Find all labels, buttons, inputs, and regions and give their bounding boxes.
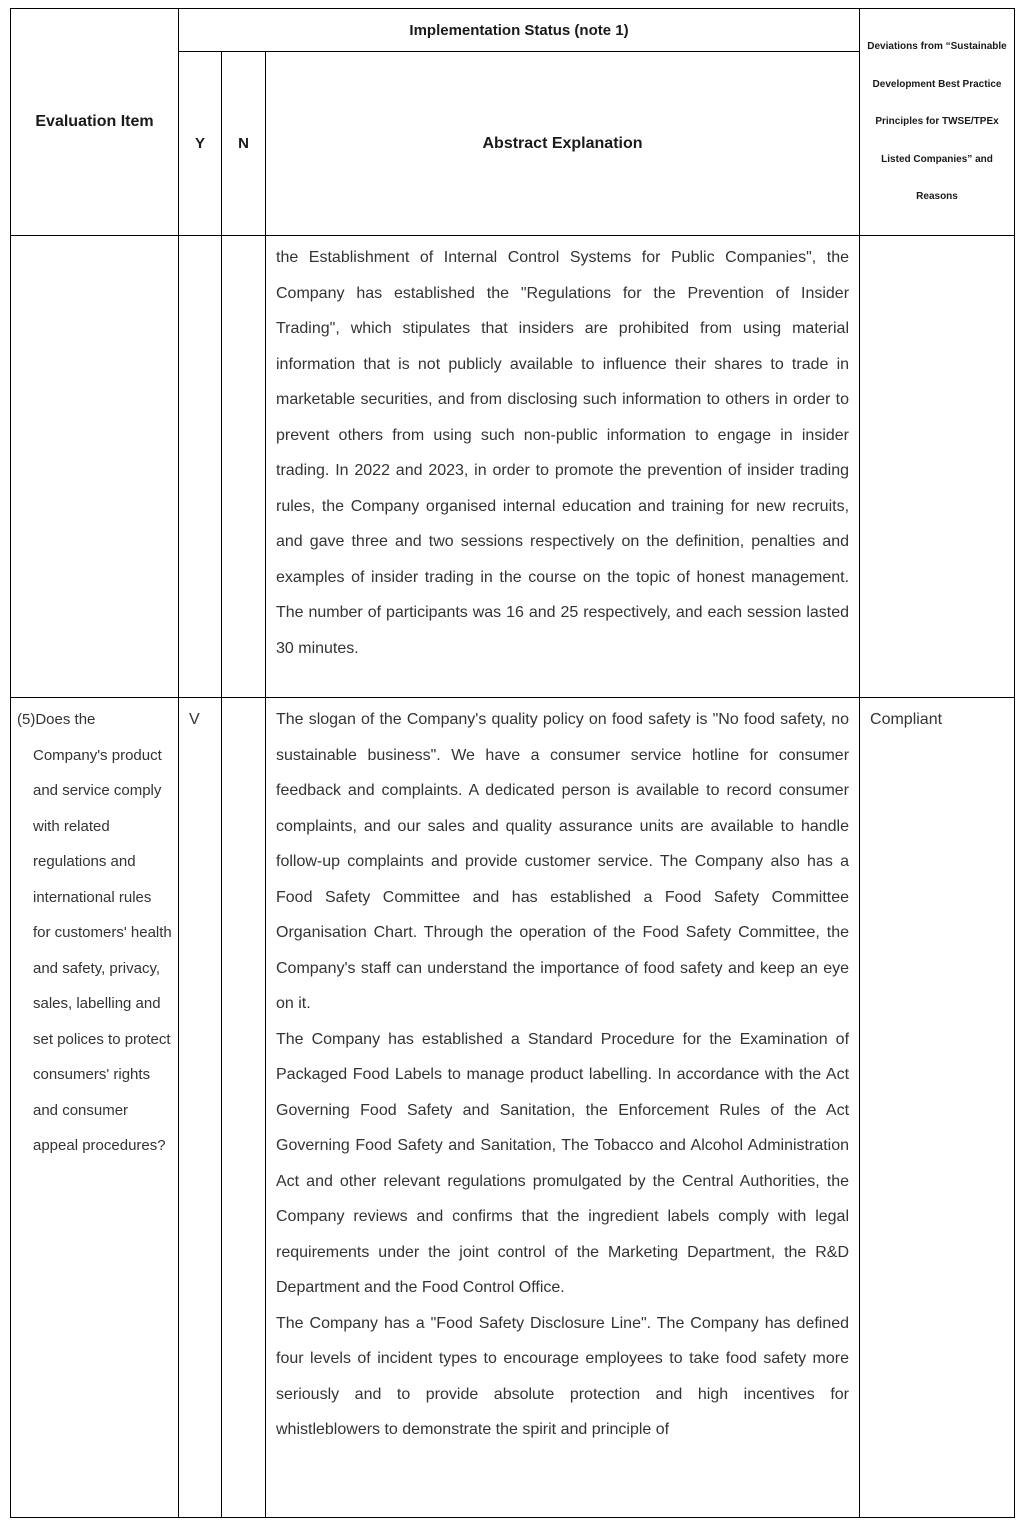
y-header: Y [179,52,222,236]
explanation-cell [266,236,860,698]
table-row [11,236,1015,698]
header-row-1 [11,9,1015,52]
n-mark-cell [222,236,266,698]
evaluation-item-cell [11,698,179,1518]
deviation-cell [860,236,1015,698]
n-mark-cell [222,698,266,1518]
y-mark-cell [179,236,222,698]
explanation-cell [266,698,860,1518]
item-number: (5) [17,711,36,728]
implementation-status-header: Implementation Status (note 1) [179,9,860,52]
explanation-paragraph: The Company has established a Standard Procedure for the Examination of Packaged Food Labels to manage product labelling. In accordance with the Act Governing Food Safety and Sanitation, the Enforcement Rules of the Act Governing Food Safety and Sanitation, The Tobacco and Alcohol Administration Act and other relevant regulations promulgated by the Central Authorities, the Company reviews and confirms that the ingredient labels comply with legal requirements under the joint control of the Marketing Department, the R&D Department and the Food Control Office. [276,1030,850,1296]
evaluation-table [10,8,1015,1518]
deviation-cell: Compliant [860,698,1015,1518]
cg-evaluation-table-page [10,8,1014,1518]
abstract-explanation-header: Abstract Explanation [266,52,860,236]
evaluation-item-header: Evaluation Item [11,9,179,236]
y-mark-cell: V [179,698,222,1518]
evaluation-item-cell [11,236,179,698]
table-row [11,698,1015,1518]
explanation-paragraph: The Company has a "Food Safety Disclosure Line". The Company has defined four levels of incident types to encourage employees to take food safety more seriously and to provide absolute protection and high incentives for whistleblowers to demonstrate the spirit and principle of [276,1314,850,1438]
explanation-paragraph: the Establishment of Internal Control Systems for Public Companies", the Company has established the "Regulations for the Prevention of Insider Trading", which stipulates that insiders are prohibited from using material information that is not publicly available to influence their shares to trade in marketable securities, and from disclosing such information to others in order to prevent others from using such non-public information to engage in insider trading. In 2022 and 2023, in order to promote the prevention of insider trading rules, the Company organised internal education and training for new recruits, and gave three and two sessions respectively on the definition, penalties and examples of insider trading in the course on the topic of honest management. The number of participants was 16 and 25 respectively, and each session lasted 30 minutes. [276,249,850,657]
explanation-paragraph: The slogan of the Company's quality policy on food safety is "No food safety, no sustainable business". We have a consumer service hotline for consumer feedback and complaints. A dedicated person is available to record consumer complaints, and our sales and quality assurance units are available to handle follow-up complaints and provide customer service. The Company also has a Food Safety Committee and has established a Food Safety Committee Organisation Chart. Through the operation of the Food Safety Committee, the Company's staff can understand the importance of food safety and keep an eye on it. [276,711,850,1012]
deviations-header: Deviations from “Sustainable Development Best Practice Principles for TWSE/TPEx Listed Companies” and Reasons [860,9,1015,236]
n-header: N [222,52,266,236]
item-question: Does the Company's product and service comply with related regulations and international rules for customers' health and safety, privacy, sales, labelling and set polices to protect consumers' rights and consumer appeal procedures? [33,711,172,1154]
